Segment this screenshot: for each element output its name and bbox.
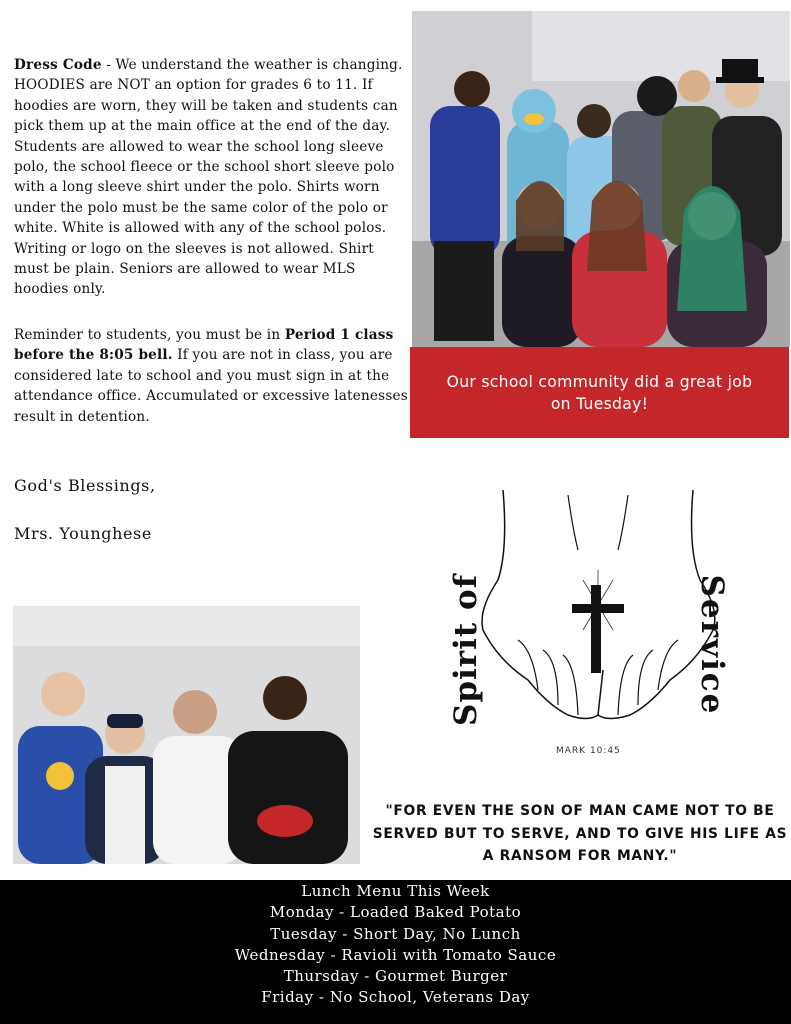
scripture-quote: "FOR EVEN THE SON OF MAN CAME NOT TO BE SERVED BUT TO SERVE, AND TO GIVE HIS LIFE AS A RANSOM FOR MANY." xyxy=(372,803,788,864)
service-text: Service xyxy=(694,574,730,716)
spirit-of-text: Spirit of xyxy=(448,573,484,727)
lunch-menu-item: Monday - Loaded Baked Potato xyxy=(269,903,522,922)
closing-text: God's Blessings, xyxy=(14,476,156,495)
lunch-menu-item: Wednesday - Ravioli with Tomato Sauce xyxy=(234,945,557,964)
group-photo-top xyxy=(412,11,790,347)
reminder-rest: If you are not in class, you are considered late to school and you must sign in at the attendance office. Accumulated or excessive latenesses result in detention. xyxy=(14,347,408,425)
group-photo-bottom xyxy=(13,606,360,864)
lunch-menu-item: Thursday - Gourmet Burger xyxy=(283,967,508,986)
signer-name: Mrs. Younghese xyxy=(14,524,152,543)
cross-icon xyxy=(572,570,624,673)
dress-code-heading: Dress Code xyxy=(14,57,102,73)
reminder-intro: Reminder to students, you must be in xyxy=(14,327,285,343)
dress-code-body: - We understand the weather is changing. HOODIES are NOT an option for grades 6 to 11. If hoodies are worn, they will be taken and students can pick them up at the main office at the end of the day. Students are allowed to wear the school long sleeve polo, the school fleece or the school short sleeve polo with a long sleeve shirt under the polo. Shirts worn under the polo must be the same color of the polo or white. White is allowed with any of the school polos. Writing or logo on the sleeves is not allowed. Shirt must be plain. Seniors are allowed to wear MLS hoodies only. xyxy=(14,57,403,298)
lunch-menu-band xyxy=(0,880,791,1024)
lunch-menu-title: Lunch Menu This Week xyxy=(301,882,490,900)
photo-caption-box xyxy=(410,347,789,438)
scripture-reference: MARK 10:45 xyxy=(556,746,621,756)
lunch-menu-item: Friday - No School, Veterans Day xyxy=(261,988,530,1007)
reminder-bold: Period 1 class before the 8:05 bell. xyxy=(14,327,394,364)
reminder-paragraph xyxy=(14,325,410,427)
photo-caption-text: Our school community did a great job on Tuesday! xyxy=(446,372,753,413)
dress-code-paragraph xyxy=(14,55,410,300)
lunch-menu-item: Tuesday - Short Day, No Lunch xyxy=(270,924,521,943)
